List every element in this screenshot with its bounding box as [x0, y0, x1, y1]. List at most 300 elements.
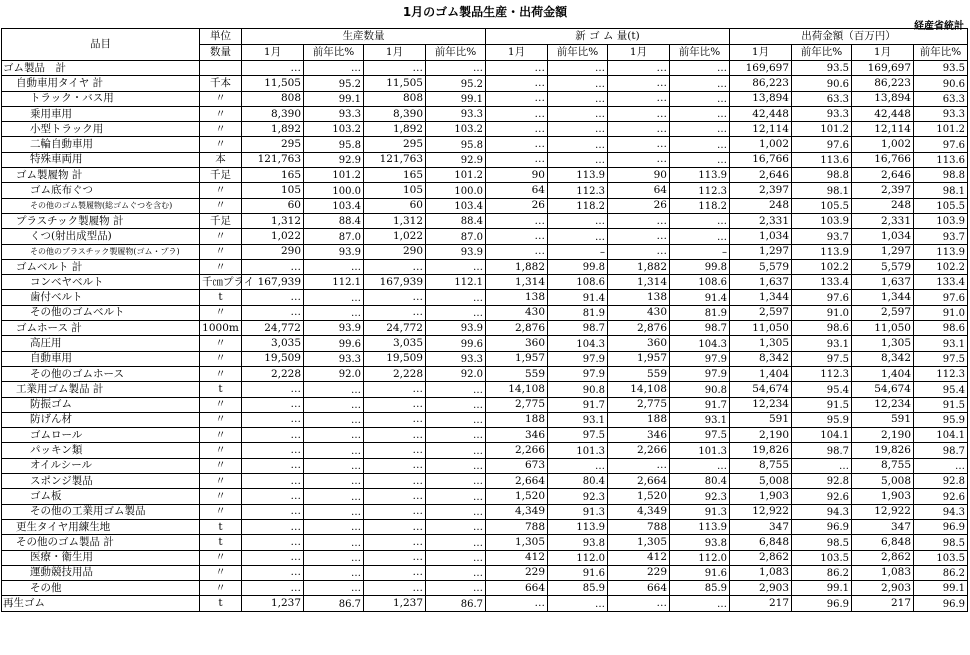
value-cell: 169,697: [852, 61, 914, 76]
value-cell: 1,404: [852, 366, 914, 381]
value-cell: …: [608, 213, 670, 228]
yoy-cell: 81.9: [548, 305, 608, 320]
value-cell: 1,637: [852, 275, 914, 290]
table-row: [2, 366, 968, 381]
table-row: [2, 259, 968, 274]
item-name: トラック・バス用: [2, 91, 200, 106]
yoy-cell: 97.5: [792, 351, 852, 366]
yoy-cell: 104.3: [670, 336, 730, 351]
table-row: [2, 519, 968, 534]
value-cell: 12,234: [730, 397, 792, 412]
yoy-cell: …: [548, 137, 608, 152]
value-cell: …: [242, 290, 304, 305]
yoy-cell: 113.9: [792, 244, 852, 259]
yoy-cell: …: [548, 122, 608, 137]
value-cell: …: [608, 106, 670, 121]
value-cell: 559: [608, 366, 670, 381]
table-row: [2, 76, 968, 91]
value-cell: …: [364, 61, 426, 76]
yoy-cell: 90.8: [548, 382, 608, 397]
value-cell: …: [364, 535, 426, 550]
value-cell: 2,775: [608, 397, 670, 412]
value-cell: 188: [486, 412, 548, 427]
value-cell: 121,763: [364, 152, 426, 167]
yoy-cell: 91.7: [548, 397, 608, 412]
item-name: その他: [2, 581, 200, 596]
yoy-cell: 97.5: [670, 428, 730, 443]
yoy-cell: 108.6: [670, 275, 730, 290]
value-cell: 2,876: [486, 321, 548, 336]
table-row: [2, 198, 968, 213]
value-cell: 360: [486, 336, 548, 351]
yoy-cell: 94.3: [792, 504, 852, 519]
value-cell: …: [486, 76, 548, 91]
value-cell: 167,939: [242, 275, 304, 290]
value-cell: 26: [486, 198, 548, 213]
value-cell: 229: [608, 565, 670, 580]
value-cell: 2,397: [852, 183, 914, 198]
value-cell: 2,862: [852, 550, 914, 565]
value-cell: …: [486, 61, 548, 76]
item-name: 工業用ゴム製品 計: [2, 382, 200, 397]
yoy-cell: …: [426, 290, 486, 305]
table-row: [2, 229, 968, 244]
yoy-cell: 92.8: [792, 474, 852, 489]
value-cell: 664: [608, 581, 670, 596]
value-cell: 664: [486, 581, 548, 596]
value-cell: 60: [364, 198, 426, 213]
value-cell: 121,763: [242, 152, 304, 167]
value-cell: 1,034: [730, 229, 792, 244]
yoy-cell: 93.3: [426, 351, 486, 366]
header-item: 品目: [2, 29, 200, 61]
header-month: 1月: [608, 45, 670, 61]
yoy-cell: …: [304, 474, 364, 489]
value-cell: 188: [608, 412, 670, 427]
table-row: [2, 535, 968, 550]
yoy-cell: 93.7: [914, 229, 968, 244]
item-unit: [200, 61, 242, 76]
yoy-cell: …: [670, 213, 730, 228]
table-row: [2, 428, 968, 443]
yoy-cell: 99.8: [548, 259, 608, 274]
value-cell: 1,520: [608, 489, 670, 504]
yoy-cell: –: [548, 244, 608, 259]
value-cell: …: [486, 106, 548, 121]
header-month: 1月: [852, 45, 914, 61]
value-cell: 347: [852, 519, 914, 534]
yoy-cell: …: [426, 428, 486, 443]
yoy-cell: 101.2: [914, 122, 968, 137]
value-cell: 105: [242, 183, 304, 198]
table-row: [2, 581, 968, 596]
value-cell: …: [364, 504, 426, 519]
header-production: 生産数量: [242, 29, 486, 45]
value-cell: …: [242, 259, 304, 274]
value-cell: 19,826: [730, 443, 792, 458]
item-name: コンベヤベルト: [2, 275, 200, 290]
yoy-cell: …: [548, 596, 608, 611]
yoy-cell: 97.6: [914, 137, 968, 152]
yoy-cell: 97.5: [548, 428, 608, 443]
yoy-cell: 86.7: [304, 596, 364, 611]
yoy-cell: 112.3: [548, 183, 608, 198]
item-unit: 千足: [200, 168, 242, 183]
yoy-cell: 98.5: [914, 535, 968, 550]
yoy-cell: …: [548, 152, 608, 167]
yoy-cell: …: [426, 581, 486, 596]
value-cell: 290: [364, 244, 426, 259]
value-cell: 14,108: [608, 382, 670, 397]
yoy-cell: 95.4: [792, 382, 852, 397]
yoy-cell: 81.9: [670, 305, 730, 320]
value-cell: 1,022: [364, 229, 426, 244]
table-row: [2, 504, 968, 519]
table-row: [2, 382, 968, 397]
value-cell: 2,266: [608, 443, 670, 458]
yoy-cell: 93.5: [792, 61, 852, 76]
yoy-cell: 63.3: [914, 91, 968, 106]
item-unit: 〃: [200, 259, 242, 274]
item-name: その他のゴム製履物(総ゴムぐつを含む): [2, 198, 200, 213]
value-cell: 673: [486, 458, 548, 473]
value-cell: 4,349: [486, 504, 548, 519]
yoy-cell: 113.9: [548, 519, 608, 534]
item-name: その他のゴムホース: [2, 366, 200, 381]
value-cell: 2,597: [730, 305, 792, 320]
table-row: [2, 412, 968, 427]
item-name: 防振ゴム: [2, 397, 200, 412]
value-cell: 217: [852, 596, 914, 611]
value-cell: 54,674: [730, 382, 792, 397]
header-month: 1月: [364, 45, 426, 61]
value-cell: 1,892: [364, 122, 426, 137]
item-unit: 〃: [200, 366, 242, 381]
value-cell: …: [486, 229, 548, 244]
yoy-cell: 98.7: [914, 443, 968, 458]
value-cell: 1,882: [608, 259, 670, 274]
yoy-cell: …: [426, 259, 486, 274]
yoy-cell: …: [304, 428, 364, 443]
yoy-cell: 93.9: [304, 321, 364, 336]
yoy-cell: 91.4: [548, 290, 608, 305]
yoy-cell: 86.2: [792, 565, 852, 580]
yoy-cell: 98.8: [792, 168, 852, 183]
value-cell: 12,114: [852, 122, 914, 137]
value-cell: …: [242, 412, 304, 427]
value-cell: 1,237: [242, 596, 304, 611]
item-name: 乗用車用: [2, 106, 200, 121]
yoy-cell: 118.2: [548, 198, 608, 213]
yoy-cell: …: [304, 581, 364, 596]
value-cell: …: [364, 458, 426, 473]
value-cell: 105: [364, 183, 426, 198]
item-unit: 〃: [200, 229, 242, 244]
value-cell: …: [242, 504, 304, 519]
yoy-cell: 99.1: [304, 91, 364, 106]
yoy-cell: 91.0: [914, 305, 968, 320]
value-cell: …: [608, 244, 670, 259]
yoy-cell: 91.5: [914, 397, 968, 412]
value-cell: …: [242, 397, 304, 412]
yoy-cell: …: [792, 458, 852, 473]
item-unit: 〃: [200, 351, 242, 366]
value-cell: 24,772: [242, 321, 304, 336]
yoy-cell: 85.9: [670, 581, 730, 596]
yoy-cell: 103.2: [304, 122, 364, 137]
value-cell: 347: [730, 519, 792, 534]
value-cell: 2,266: [486, 443, 548, 458]
item-unit: 〃: [200, 458, 242, 473]
yoy-cell: 96.9: [792, 596, 852, 611]
value-cell: 2,862: [730, 550, 792, 565]
item-name: ゴム板: [2, 489, 200, 504]
yoy-cell: 92.8: [914, 474, 968, 489]
yoy-cell: 87.0: [304, 229, 364, 244]
value-cell: 19,826: [852, 443, 914, 458]
yoy-cell: …: [426, 565, 486, 580]
yoy-cell: 98.8: [914, 168, 968, 183]
yoy-cell: 99.6: [426, 336, 486, 351]
value-cell: …: [486, 244, 548, 259]
yoy-cell: 103.5: [792, 550, 852, 565]
value-cell: 6,848: [852, 535, 914, 550]
header-month: 1月: [730, 45, 792, 61]
item-unit: 〃: [200, 565, 242, 580]
value-cell: …: [242, 581, 304, 596]
item-name: その他のゴム製品 計: [2, 535, 200, 550]
value-cell: 248: [730, 198, 792, 213]
value-cell: 1,344: [730, 290, 792, 305]
table-row: [2, 91, 968, 106]
value-cell: 2,190: [730, 428, 792, 443]
value-cell: 60: [242, 198, 304, 213]
value-cell: …: [242, 61, 304, 76]
item-name: ゴム底布ぐつ: [2, 183, 200, 198]
value-cell: 2,876: [608, 321, 670, 336]
table-row: [2, 290, 968, 305]
item-unit: t: [200, 519, 242, 534]
yoy-cell: 93.8: [670, 535, 730, 550]
yoy-cell: 105.5: [914, 198, 968, 213]
item-name: 防げん材: [2, 412, 200, 427]
yoy-cell: 92.9: [426, 152, 486, 167]
value-cell: …: [486, 137, 548, 152]
value-cell: …: [608, 229, 670, 244]
table-row: [2, 489, 968, 504]
yoy-cell: …: [426, 504, 486, 519]
yoy-cell: 101.2: [426, 168, 486, 183]
yoy-cell: …: [304, 489, 364, 504]
yoy-cell: 113.9: [548, 168, 608, 183]
item-unit: 〃: [200, 489, 242, 504]
table-row: [2, 443, 968, 458]
value-cell: 217: [730, 596, 792, 611]
value-cell: …: [364, 565, 426, 580]
yoy-cell: 93.1: [670, 412, 730, 427]
item-unit: 〃: [200, 336, 242, 351]
value-cell: 295: [364, 137, 426, 152]
value-cell: 1,002: [730, 137, 792, 152]
value-cell: 1,637: [730, 275, 792, 290]
item-unit: 〃: [200, 198, 242, 213]
value-cell: 412: [486, 550, 548, 565]
yoy-cell: 95.2: [426, 76, 486, 91]
value-cell: 54,674: [852, 382, 914, 397]
table-row: [2, 565, 968, 580]
value-cell: …: [364, 305, 426, 320]
value-cell: 808: [364, 91, 426, 106]
value-cell: 1,305: [852, 336, 914, 351]
value-cell: 64: [608, 183, 670, 198]
value-cell: …: [486, 213, 548, 228]
yoy-cell: 91.3: [670, 504, 730, 519]
value-cell: 412: [608, 550, 670, 565]
yoy-cell: …: [670, 596, 730, 611]
yoy-cell: 99.1: [914, 581, 968, 596]
item-name: 運動競技用品: [2, 565, 200, 580]
yoy-cell: …: [304, 458, 364, 473]
yoy-cell: 93.1: [792, 336, 852, 351]
item-unit: 〃: [200, 581, 242, 596]
yoy-cell: …: [670, 137, 730, 152]
yoy-cell: …: [426, 474, 486, 489]
yoy-cell: 97.9: [548, 366, 608, 381]
table-header: [2, 29, 968, 61]
value-cell: 8,342: [730, 351, 792, 366]
yoy-cell: …: [426, 382, 486, 397]
yoy-cell: …: [670, 106, 730, 121]
yoy-cell: 95.4: [914, 382, 968, 397]
value-cell: 1,314: [608, 275, 670, 290]
value-cell: 1,903: [730, 489, 792, 504]
header-shipment: 出荷金額（百万円）: [730, 29, 968, 45]
value-cell: 248: [852, 198, 914, 213]
value-cell: 13,894: [852, 91, 914, 106]
yoy-cell: …: [304, 519, 364, 534]
item-name: その他のゴムベルト: [2, 305, 200, 320]
yoy-cell: 93.3: [792, 106, 852, 121]
yoy-cell: 95.9: [792, 412, 852, 427]
yoy-cell: 80.4: [670, 474, 730, 489]
table-row: [2, 550, 968, 565]
yoy-cell: 133.4: [792, 275, 852, 290]
value-cell: 16,766: [730, 152, 792, 167]
yoy-cell: 94.3: [914, 504, 968, 519]
value-cell: 86,223: [730, 76, 792, 91]
yoy-cell: 113.6: [792, 152, 852, 167]
value-cell: …: [364, 489, 426, 504]
value-cell: 2,331: [730, 213, 792, 228]
yoy-cell: 93.3: [426, 106, 486, 121]
yoy-cell: 96.9: [792, 519, 852, 534]
yoy-cell: 91.3: [548, 504, 608, 519]
source-label: 経産省統計: [914, 21, 964, 32]
value-cell: 12,922: [730, 504, 792, 519]
yoy-cell: …: [426, 412, 486, 427]
value-cell: …: [486, 91, 548, 106]
yoy-cell: 87.0: [426, 229, 486, 244]
yoy-cell: …: [304, 397, 364, 412]
yoy-cell: …: [548, 106, 608, 121]
value-cell: 138: [486, 290, 548, 305]
value-cell: 13,894: [730, 91, 792, 106]
item-unit: 〃: [200, 137, 242, 152]
item-name: 小型トラック用: [2, 122, 200, 137]
item-unit: 〃: [200, 122, 242, 137]
value-cell: 2,646: [852, 168, 914, 183]
value-cell: …: [242, 428, 304, 443]
yoy-cell: 118.2: [670, 198, 730, 213]
value-cell: 788: [486, 519, 548, 534]
item-unit: 千㎝プライ: [200, 275, 242, 290]
rubber-statistics-table: [1, 28, 968, 612]
value-cell: 64: [486, 183, 548, 198]
yoy-cell: …: [670, 61, 730, 76]
value-cell: 165: [364, 168, 426, 183]
yoy-cell: 90.6: [792, 76, 852, 91]
value-cell: 2,646: [730, 168, 792, 183]
yoy-cell: 112.3: [670, 183, 730, 198]
value-cell: 1,305: [608, 535, 670, 550]
value-cell: 808: [242, 91, 304, 106]
yoy-cell: 112.3: [792, 366, 852, 381]
value-cell: 1,305: [486, 535, 548, 550]
item-unit: 〃: [200, 106, 242, 121]
yoy-cell: …: [426, 489, 486, 504]
yoy-cell: 93.3: [304, 351, 364, 366]
yoy-cell: …: [670, 76, 730, 91]
value-cell: 4,349: [608, 504, 670, 519]
yoy-cell: 91.6: [548, 565, 608, 580]
value-cell: 229: [486, 565, 548, 580]
yoy-cell: …: [304, 61, 364, 76]
table-row: [2, 275, 968, 290]
item-name: 自動車用タイヤ 計: [2, 76, 200, 91]
yoy-cell: 80.4: [548, 474, 608, 489]
yoy-cell: …: [304, 443, 364, 458]
table-row: [2, 244, 968, 259]
value-cell: …: [608, 76, 670, 91]
yoy-cell: 98.6: [914, 321, 968, 336]
yoy-cell: 97.9: [670, 366, 730, 381]
yoy-cell: …: [548, 61, 608, 76]
yoy-cell: 91.0: [792, 305, 852, 320]
yoy-cell: 98.7: [548, 321, 608, 336]
yoy-cell: 97.9: [670, 351, 730, 366]
yoy-cell: …: [426, 519, 486, 534]
yoy-cell: 93.1: [548, 412, 608, 427]
table-row: [2, 305, 968, 320]
header-yoy: 前年比%: [792, 45, 852, 61]
value-cell: 2,903: [730, 581, 792, 596]
yoy-cell: 104.3: [548, 336, 608, 351]
yoy-cell: 98.5: [792, 535, 852, 550]
value-cell: 1,022: [242, 229, 304, 244]
value-cell: 165: [242, 168, 304, 183]
yoy-cell: 92.3: [548, 489, 608, 504]
yoy-cell: …: [426, 550, 486, 565]
value-cell: 1,297: [852, 244, 914, 259]
value-cell: …: [608, 122, 670, 137]
table-row: [2, 458, 968, 473]
item-name: ゴムロール: [2, 428, 200, 443]
header-yoy: 前年比%: [670, 45, 730, 61]
table-row: [2, 596, 968, 611]
yoy-cell: 92.0: [426, 366, 486, 381]
yoy-cell: 96.9: [914, 519, 968, 534]
value-cell: 2,903: [852, 581, 914, 596]
